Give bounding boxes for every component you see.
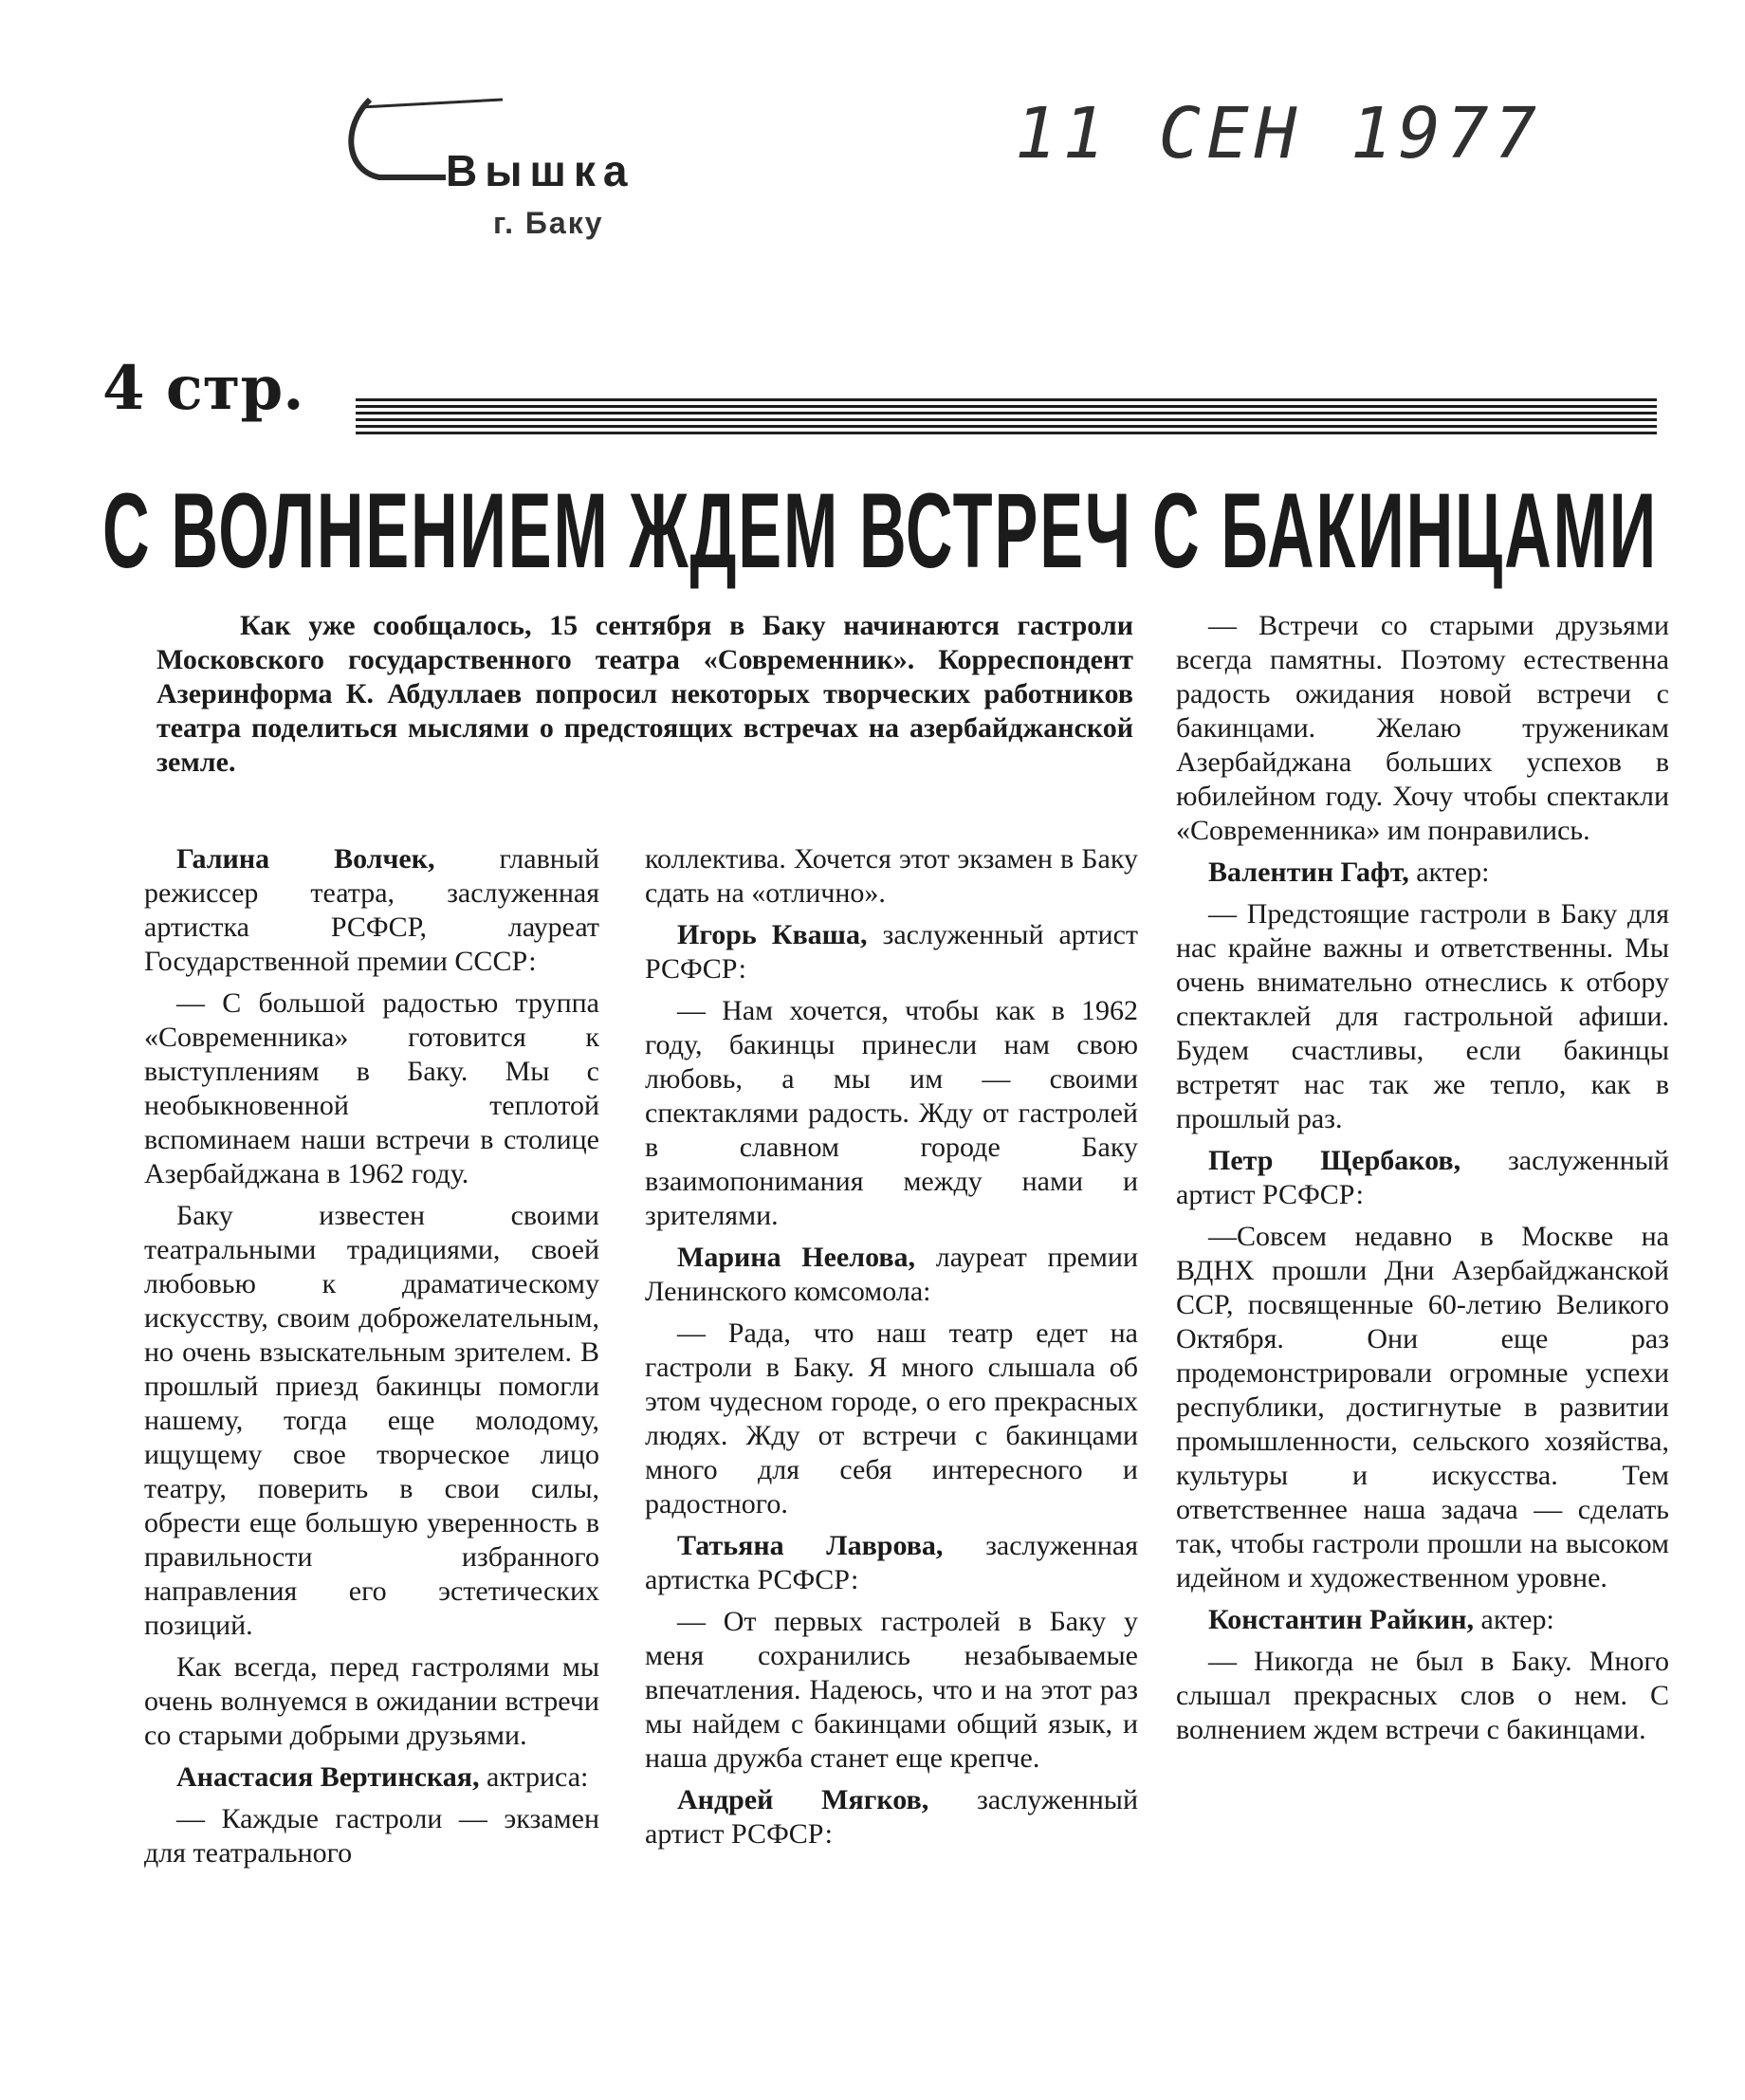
speaker-name: Петр Щербаков, (1208, 1145, 1461, 1176)
interview-kvasha-intro (645, 918, 1138, 986)
page-number: 4 стр. (102, 353, 304, 424)
speaker-name: Андрей Мягков, (677, 1784, 929, 1815)
quote-paragraph: — Предстоящие гастроли в Баку для нас крайне важны и ответственны. Мы очень внимательно отнеслись к отбору спектаклей для гастрольной афиши. Будем счастливы, если бакинцы встретят нас так же тепло, как в прошлый раз. (1176, 898, 1669, 1134)
quote-paragraph: —Совсем недавно в Москве на ВДНХ прошли Дни Азербайджанской ССР, посвященные 60-летию Великого Октября. Они еще раз продемонстрировали огромные успехи республики, достигнутые в развитии промышленности, сельского хозяйства, культуры и искусства. Тем ответственнее наша задача — сделать так, чтобы гастроли прошли на высоком идейном и художественном уровне. (1176, 1221, 1669, 1593)
speaker-title: актер: (1408, 857, 1490, 888)
quote-paragraph: — Нам хочется, чтобы как в 1962 году, бакинцы принесли нам свою любовь, а мы им — своими спектаклями радость. Жду от гастролей в славном городе Баку взаимопонимания между нами и зрителями. (645, 995, 1138, 1231)
speaker-name: Валентин Гафт, (1208, 857, 1409, 888)
stamp-city: г. Баку (493, 206, 604, 240)
newspaper-stamp (341, 90, 702, 261)
speaker-title: заслуженный артист РСФСР: (645, 1784, 1138, 1850)
quote-paragraph: — Каждые гастроли — экзамен для театрального (144, 1803, 599, 1869)
speaker-title: заслуженная артистка РСФСР: (645, 1530, 1138, 1595)
column-2 (645, 842, 1138, 1859)
speaker-name: Анастасия Вертинская, (176, 1761, 480, 1793)
quote-paragraph: — Встречи со старыми друзьями всегда памятны. Поэтому естественна радость ожидания новой встречи с бакинцами. Желаю труженикам Азербайджана больших успехов в юбилейном году. Хочу чтобы спектакли «Современника» им понравились. (1176, 610, 1669, 846)
column-3 (1176, 609, 1669, 1755)
interview-raikin-intro (1176, 1603, 1669, 1637)
speaker-name: Галина Волчек, (176, 843, 435, 875)
speaker-name: Константин Райкин, (1208, 1604, 1475, 1635)
article-headline: С ВОЛНЕНИЕМ ЖДЕМ ВСТРЕЧ С БАКИНЦАМИ (102, 471, 1658, 590)
interview-gaft-intro (1176, 856, 1669, 890)
date-stamp: 11 СЕН 1977 (1015, 93, 1543, 175)
speaker-title: лауреат премии Ленинского комсомола: (645, 1242, 1138, 1307)
quote-paragraph-continued: коллектива. Хочется этот экзамен в Баку сдать на «отлично». (645, 843, 1138, 909)
speaker-title: актриса: (479, 1761, 589, 1793)
header-rule (356, 398, 1657, 436)
speaker-name: Марина Неелова, (677, 1242, 916, 1273)
quote-paragraph: Баку известен своими театральными традициями, своей любовью к драматическому искусству, своим доброжелательным, но очень взыскательным зрителем. В прошлый приезд бакинцы помогли нашему, тогда еще молодому, ищущему свое творческое лицо театру, поверить в свои силы, обрести еще большую уверенность в правильности избранного направления его эстетических позиций. (144, 1200, 599, 1641)
speaker-title: актер: (1474, 1604, 1554, 1635)
interview-vertinskaya-intro (144, 1760, 599, 1795)
column-1 (144, 842, 599, 1878)
speaker-name: Татьяна Лаврова, (677, 1530, 944, 1561)
speaker-title: заслуженный артист РСФСР: (1176, 1145, 1669, 1210)
speaker-title: главный режиссер театра, заслуженная артистка РСФСР, лауреат Государственной премии СССР: (144, 843, 599, 977)
interview-neelova-intro (645, 1241, 1138, 1309)
speaker-title: заслуженный артист РСФСР: (645, 919, 1138, 985)
interview-myagkov-intro (645, 1783, 1138, 1851)
speaker-name: Игорь Кваша, (677, 919, 868, 950)
quote-paragraph: — Рада, что наш театр едет на гастроли в Баку. Я много слышала об этом чудесном городе, о его прекрасных людях. Жду от встречи с бакинцами много для себя интересного и радостного. (645, 1317, 1138, 1520)
quote-paragraph: — С большой радостью труппа «Современника» готовится к выступлениям в Баку. Мы с необыкновенной теплотой вспоминаем наши встречи в столице Азербайджана в 1962 году. (144, 987, 599, 1189)
interview-volchek-intro (144, 842, 599, 979)
interview-lavrova-intro (645, 1529, 1138, 1597)
article-lead: Как уже сообщалось, 15 сентября в Баку начинаются гастроли Московского государственного театра «Современник». Корреспондент Азеринформа К. Абдуллаев попросил некоторых творческих работников театра поделиться мыслями о предстоящих встречах на азербайджанской земле. (156, 610, 1133, 778)
quote-paragraph: Как всегда, перед гастролями мы очень волнуемся в ожидании встречи со старыми добрыми друзьями. (144, 1651, 599, 1751)
quote-paragraph: — От первых гастролей в Баку у меня сохранились незабываемые впечатления. Надеюсь, что и на этот раз мы найдем с бакинцами общий язык, и наша дружба станет еще крепче. (645, 1606, 1138, 1774)
interview-shcherbakov-intro (1176, 1144, 1669, 1212)
stamp-newspaper-name: Вышка (446, 146, 635, 195)
quote-paragraph: — Никогда не был в Баку. Много слышал прекрасных слов о нем. С волнением ждем встречи с бакинцами. (1176, 1646, 1669, 1745)
